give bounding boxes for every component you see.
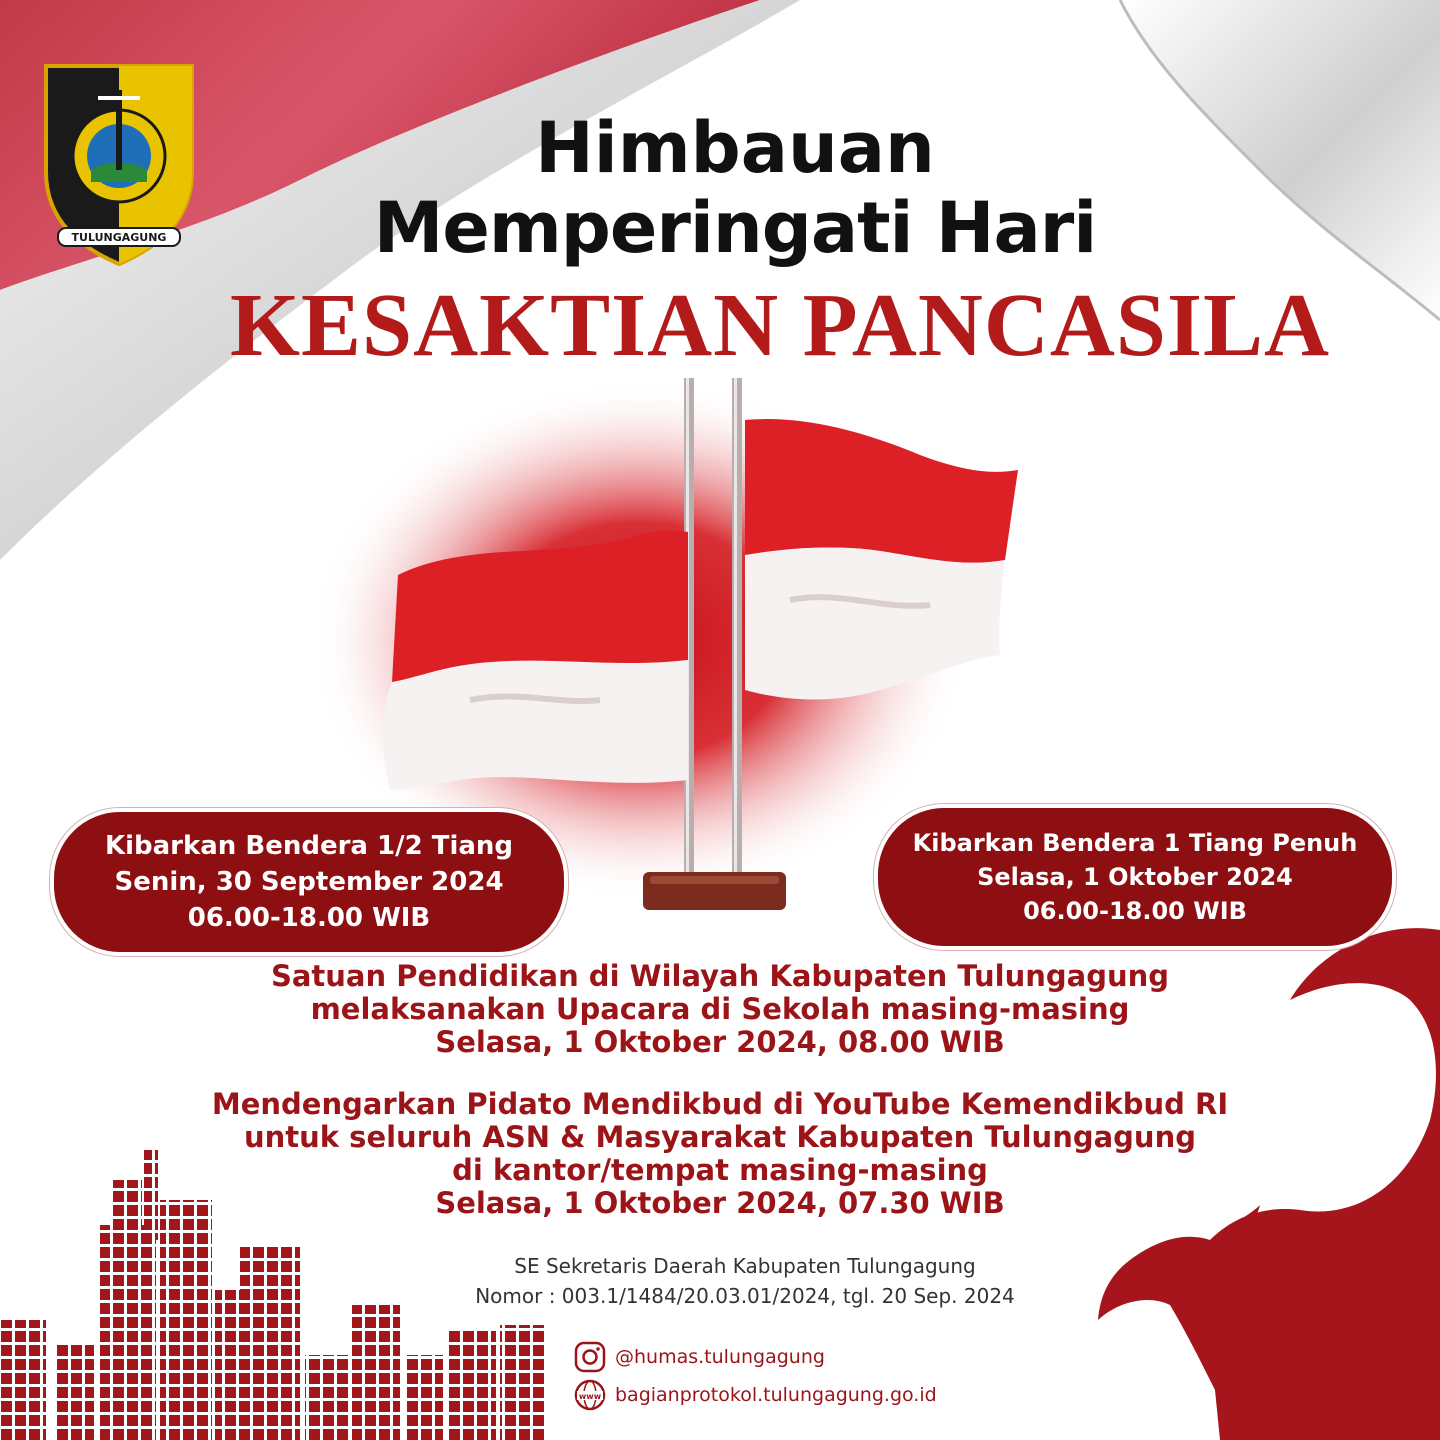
half-mast-time: 06.00-18.00 WIB	[187, 903, 431, 933]
notice2-line1: Mendengarkan Pidato Mendikbud di YouTube Kemendikbud RI	[211, 1087, 1229, 1121]
emblem-text: TULUNGAGUNG	[71, 231, 167, 244]
instagram-handle[interactable]	[573, 1338, 825, 1376]
notice1-line2: melaksanakan Upacara di Sekolah masing-masing	[310, 992, 1130, 1026]
half-mast-title: Kibarkan Bendera 1/2 Tiang	[104, 831, 514, 861]
speech-notice	[120, 1088, 1320, 1220]
notice2-line4: Selasa, 1 Oktober 2024, 07.30 WIB	[435, 1186, 1005, 1220]
website-link[interactable]	[573, 1376, 937, 1414]
notice1-line3: Selasa, 1 Oktober 2024, 08.00 WIB	[435, 1025, 1005, 1059]
half-mast-instruction	[50, 808, 568, 956]
notice2-line3: di kantor/tempat masing-masing	[452, 1153, 988, 1187]
full-mast-title: Kibarkan Bendera 1 Tiang Penuh	[912, 829, 1358, 857]
instagram-text[interactable]: @humas.tulungagung	[615, 1346, 825, 1368]
title-line-1: Himbauan	[535, 107, 935, 189]
title-main: KESAKTIAN PANCASILA	[229, 276, 1330, 375]
flag-full-mast	[745, 419, 1018, 699]
instagram-icon	[573, 1340, 607, 1374]
notice1-line1: Satuan Pendidikan di Wilayah Kabupaten Tulungagung	[270, 959, 1170, 993]
tulungagung-regency-emblem	[36, 52, 202, 268]
title-line-2: Memperingati Hari	[373, 187, 1097, 269]
reference-line1: SE Sekretaris Daerah Kabupaten Tulungagung	[514, 1254, 976, 1278]
notice2-line2: untuk seluruh ASN & Masyarakat Kabupaten Tulungagung	[244, 1120, 1196, 1154]
school-ceremony-notice	[120, 960, 1320, 1059]
half-mast-date: Senin, 30 September 2024	[114, 867, 504, 897]
reference-line2: Nomor : 003.1/1484/20.03.01/2024, tgl. 20 Sep. 2024	[475, 1284, 1015, 1308]
www-globe-icon	[573, 1378, 607, 1412]
full-mast-date: Selasa, 1 Oktober 2024	[977, 863, 1293, 891]
full-mast-instruction	[874, 804, 1396, 950]
circular-reference	[360, 1251, 1130, 1311]
svg-text:www: www	[578, 1392, 602, 1401]
full-mast-time: 06.00-18.00 WIB	[1023, 897, 1247, 925]
website-text[interactable]: bagianprotokol.tulungagung.go.id	[615, 1384, 937, 1406]
flag-half-mast	[383, 531, 688, 790]
